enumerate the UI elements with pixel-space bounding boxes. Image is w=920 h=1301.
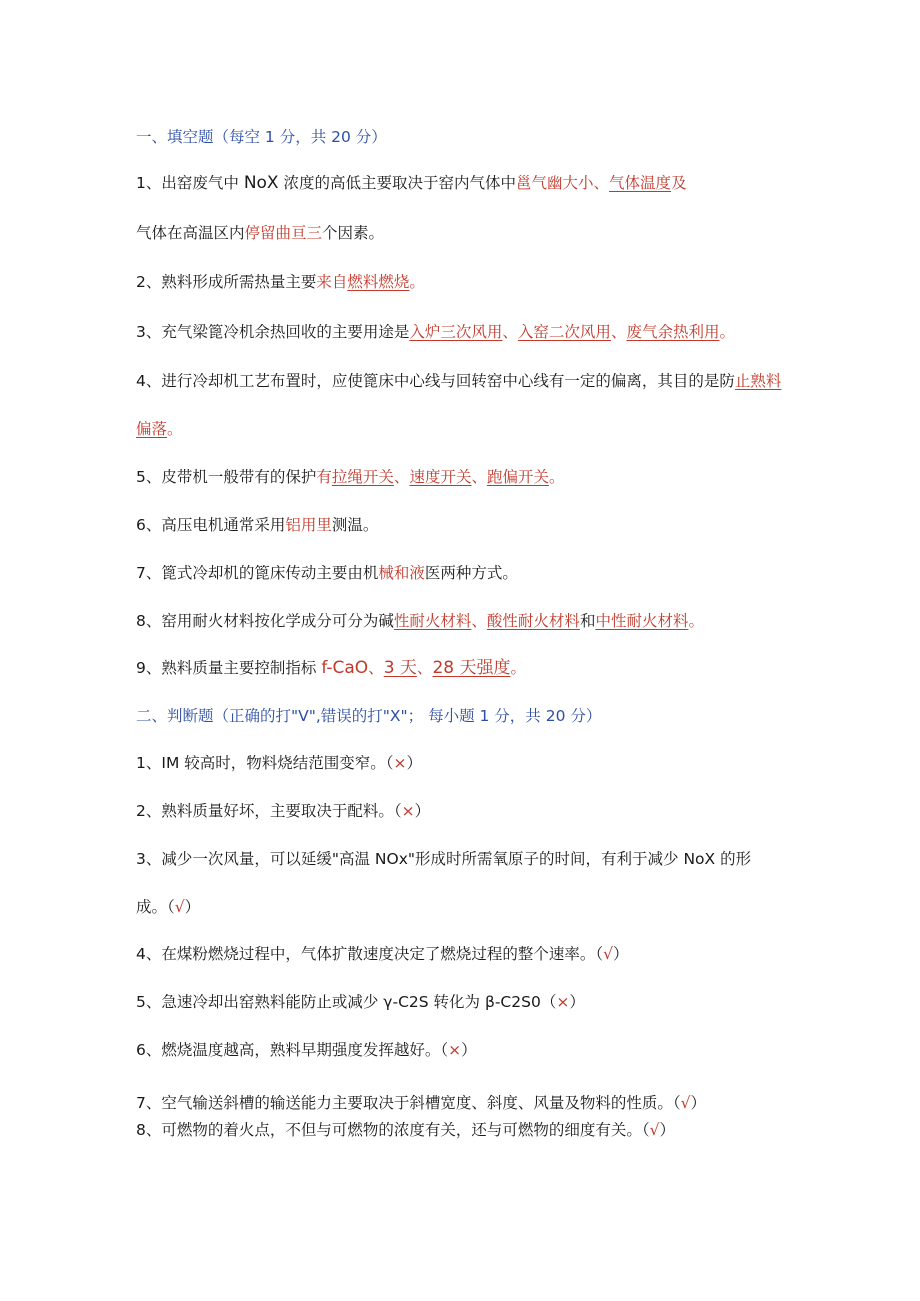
question-2 [136,271,425,293]
judge-item-3-line1 [136,848,751,870]
answer-mark: √ [649,1121,660,1139]
question-number: 6、 [136,1041,162,1059]
question-text: 急速冷却出窑熟料能防止或减少 γ-C2S 转化为 β-C2S0（ [161,993,557,1011]
answer-text: 拉绳开关 [331,468,394,486]
answer-text: 气体温度 [609,174,672,192]
question-text: 进行冷却机工艺布置时，应使篦床中心线与回转窑中心线有一定的偏离，其目的是防 [161,372,735,390]
question-number: 2、 [136,273,162,291]
answer-separator: 、 [502,323,518,341]
question-number: 6、 [136,516,162,534]
judge-item-5 [136,991,585,1013]
question-text: IM 较高时，物料烧结范围变窄。（ [161,754,394,772]
question-number: 2、 [136,802,162,820]
question-number: 9、 [136,659,162,677]
answer-mark: √ [174,898,185,916]
question-text: 医两种方式。 [424,564,518,582]
answer-text: 。 [548,468,565,486]
question-number: 7、 [136,1094,162,1112]
judge-item-4 [136,943,629,965]
answer-separator: 、 [416,659,433,677]
question-text: ） [406,754,423,772]
judge-item-1 [136,752,422,774]
question-text: ） [414,802,431,820]
question-number: 5、 [136,468,162,486]
answer-text: 有 [316,468,332,486]
question-text: 高压电机通常采用 [161,516,286,534]
answer-text: 酸性耐火材料 [486,612,580,630]
question-text: 气体在高温区内 [136,224,245,242]
question-number: 8、 [136,1121,162,1139]
answer-text: 停留曲亘三 [244,224,323,242]
answer-separator: 、 [471,468,487,486]
answer-text: 来自 [316,273,348,291]
answer-text: 铝用里 [285,516,332,534]
question-text: 空气输送斜槽的输送能力主要取决于斜槽宽度、斜度、风量及物料的性质。（ [161,1094,681,1112]
answer-text: 速度开关 [409,468,472,486]
answer-text: 。 [409,273,425,291]
question-text: 个因素。 [322,224,385,242]
question-number: 5、 [136,993,162,1011]
question-text: 可燃物的着火点，不但与可燃物的浓度有关，还与可燃物的细度有关。（ [161,1121,650,1139]
question-text: 燃烧温度越高，熟料早期强度发挥越好。（ [161,1041,449,1059]
section2-heading: 二、判断题（正确的打"V",错误的打"X"； 每小题 1 分，共 20 分） [136,707,602,725]
question-7 [136,562,518,584]
answer-text: 及 [671,174,687,192]
question-text: ） [690,1094,707,1112]
question-text: 成。（ [136,898,175,916]
answer-text: 偏落 [136,420,168,438]
answer-separator: 、 [593,174,610,192]
judge-item-6 [136,1039,477,1061]
question-9 [136,657,526,679]
question-number: 1、 [136,174,162,192]
answer-text: 。 [688,612,704,630]
question-number: 4、 [136,945,162,963]
answer-separator: 、 [471,612,487,630]
question-text: 减少一次风量，可以延缓"高温 NOx"形成时所需氧原子的时间，有利于减少 NoX 的形 [161,850,752,868]
answer-text: 。 [167,420,183,438]
answer-separator: 、 [393,468,410,486]
answer-text: 械和液 [378,564,425,582]
answer-text: 跑偏开关 [486,468,549,486]
answer-text: 3 天 [383,658,417,678]
answer-text: 。 [510,659,526,677]
question-number: 7、 [136,564,162,582]
answer-text: 入炉三次风用 [409,323,503,341]
question-text: 和 [579,612,596,630]
question-4-line2 [136,418,183,440]
question-text: 熟料质量主要控制指标 [161,659,322,677]
answer-text: 28 天强度 [432,658,511,678]
question-number: 4、 [136,372,162,390]
question-text: 篦式冷却机的篦床传动主要由机 [161,564,379,582]
answer-mark: × [448,1041,462,1059]
question-text: 熟料质量好坏，主要取决于配料。（ [161,802,402,820]
question-text: 出窑废气中 [161,174,244,192]
question-4-line1 [136,370,781,392]
question-text: 充气梁篦冷机余热回收的主要用途是 [161,323,410,341]
question-8 [136,610,704,632]
question-text: 测温。 [331,516,379,534]
answer-text: 止熟料 [734,372,782,390]
answer-text: 中性耐火材料 [595,612,689,630]
answer-text: 。 [719,323,735,341]
answer-mark: × [556,993,570,1011]
answer-separator: 、 [368,659,384,677]
answer-text: 废气余热利用 [626,323,720,341]
judge-item-8 [136,1119,675,1141]
question-number: 3、 [136,850,162,868]
section1-heading: 一、填空题（每空 1 分，共 20 分） [136,128,387,146]
answer-text: 入窑二次风用 [517,323,611,341]
answer-mark: √ [603,945,614,963]
question-text: ） [659,1121,676,1139]
answer-mark: √ [680,1094,691,1112]
answer-text: 邕气幽大小 [516,174,594,192]
answer-separator: 、 [610,323,627,341]
question-5 [136,466,565,488]
question-3 [136,321,735,343]
question-1-line2 [136,222,384,244]
question-text: 皮带机一般带有的保护 [161,468,317,486]
question-1-line1 [136,172,687,194]
question-text: ） [184,898,201,916]
question-6 [136,514,378,536]
question-text: 熟料形成所需热量主要 [161,273,317,291]
answer-text: 燃料燃烧 [347,273,410,291]
answer-mark: × [393,754,407,772]
question-text: ） [461,1041,477,1059]
question-number: 1、 [136,754,162,772]
judge-item-7 [136,1092,706,1114]
question-number: 3、 [136,323,162,341]
judge-item-3-line2 [136,896,200,918]
answer-text: 性耐火材料 [393,612,472,630]
question-text: NoX [243,173,279,193]
answer-mark: × [401,802,415,820]
question-text: ） [613,945,629,963]
answer-text: f-CaO [321,658,369,678]
question-number: 8、 [136,612,162,630]
judge-item-2 [136,800,430,822]
question-text: 窑用耐火材料按化学成分可分为碱 [161,612,394,630]
question-text: ） [569,993,585,1011]
question-text: 浓度的高低主要取决于窑内气体中 [278,174,517,192]
question-text: 在煤粉燃烧过程中，气体扩散速度决定了燃烧过程的整个速率。（ [161,945,604,963]
